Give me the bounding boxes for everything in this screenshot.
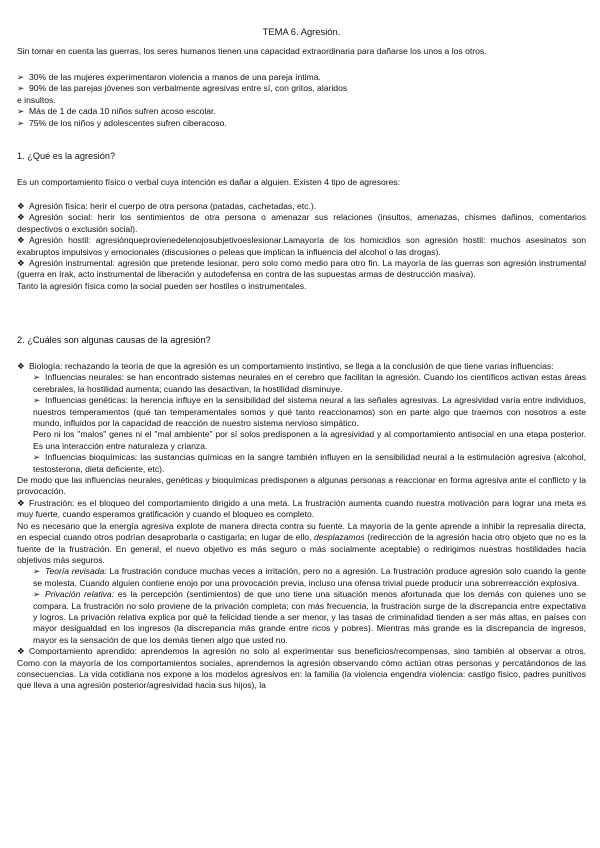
section-2-heading: 2. ¿Cuáles son algunas causas de la agresión? — [17, 335, 211, 345]
section-1 — [17, 151, 586, 162]
intro-paragraph: Sin tomar en cuenta las guerras, los seres humanos tienen una capacidad extraordinaria para dañarse los unos a los otros. — [17, 46, 487, 56]
definition-paragraph: Es un comportamiento físico o verbal cuya intención es dañar a alguien. Existen 4 tipo de agresores: — [17, 177, 401, 187]
stat-item-continuation: e insultos. — [17, 94, 56, 105]
section-1-body — [17, 177, 586, 188]
revised-theory: ➢ Teoría revisada: La frustración conduce muchas veces a irritación, pero no a agresión. La frustración produce agresión solo cuando la gente se molesta. Cuando alguien contiene enojo por una provocación previa, incluso una ofensa trivial puede producir una sobrerreacción explosiva. — [33, 566, 586, 588]
type-instrumental: ❖ Agresión instrumental: agresión que pretende lesionar, pero solo como medio para otro fin. La mayoría de las guerras son agresión instrumental (guerra en Irak, acto instrumental de liberación y autodefensa en contra de las supuestas armas de destrucción masiva). — [17, 258, 586, 280]
relative-deprivation: ➢ Privación relativa: es la percepción (sentimientos) de que uno tiene una situación menos afortunada que los demás con quienes uno se compara. La frustración no solo proviene de la privación completa; con más frecuencia, la frustración surge de la discrepancia entre expectativa y logros. La privación relativa explica por qué la felicidad tiende a ser menor, y las tasas de criminalidad tienden a ser más altas, en países con mayor desigualdad en los ingresos (la discrepancia más grande entre ricos y pobres). Mientras más grande es la discrepancia de ingresos, mayor es la sensación de que los demás tienen algo que usted no. — [33, 589, 586, 645]
diamond-bullet-icon: ❖ — [17, 212, 25, 223]
displacement-term: desplazamos — [314, 532, 365, 543]
genetic-influences-continued: Pero ni los "malos" genes ni el "mal ambiente" por sí solos predisponen a la agresividad y al comportamiento antisocial en una etapa posterior. Es una interacción entre naturaleza y crianza. — [33, 429, 586, 451]
displacement-paragraph: No es necesario que la energía agresiva explote de manera directa contra su fuente. La mayoría de la gente aprende a inhibir la represalia directa, en especial cuando otros podrían desaprobarla o castigarla; en lugar de ello, desplazamos (redirección de la agresión hacia otro objeto que no es la fuente de la frustración. En general, el nuevo objetivo es más seguro o más socialmente aceptable) o redirigimos nuestras hostilidades hacia objetivos más seguros. — [17, 520, 586, 565]
stat-item: ➢ 75% de los niños y adolescentes sufren ciberacoso. — [17, 117, 227, 128]
arrow-bullet-icon: ➢ — [17, 117, 25, 128]
section-2 — [17, 335, 586, 346]
biology-summary: De modo que las influencias neurales, genéticas y bioquímicas predisponen a algunas personas a reaccionar en forma agresiva ante el conflicto y la provocación. — [17, 475, 586, 497]
biochemical-influences: ➢ Influencias bioquímicas: las sustancias químicas en la sangre también influyen en la sensibilidad neural a la estimulación agresiva (alcohol, testosterona, dieta deficiente, etc). — [33, 452, 586, 474]
section-1-closing: Tanto la agresión física como la social pueden ser hostiles o instrumentales. — [17, 280, 307, 291]
stat-item: ➢ 90% de las parejas jóvenes son verbalmente agresivas entre sí, con gritos, alaridos — [17, 83, 348, 94]
stats-list — [17, 72, 586, 129]
arrow-bullet-icon: ➢ — [33, 395, 41, 406]
diamond-bullet-icon: ❖ — [17, 361, 25, 371]
section-2-body — [17, 361, 586, 692]
stat-item: ➢ Más de 1 de cada 10 niños sufren acoso escolar. — [17, 106, 216, 117]
revised-theory-term: Teoría revisada: — [45, 566, 107, 577]
arrow-bullet-icon: ➢ — [17, 83, 25, 94]
arrow-bullet-icon: ➢ — [33, 372, 41, 383]
diamond-bullet-icon: ❖ — [17, 497, 25, 508]
frustration-paragraph: ❖ Frustración: es el bloqueo del comportamiento dirigido a una meta. La frustración aumenta cuando nuestra motivación para lograr una meta es muy fuerte, cuando esperamos gratificación y cuando el bloqueo es completo. — [17, 497, 586, 520]
intro-block — [17, 46, 586, 57]
type-hostile: ❖ Agresión hostil: agresiónqueprovienedelenojosubjetivoeslesionar.Lamayoría de los homicidios son agresión hostil: muchos asesinatos son exabruptos impulsivos y emocionales (discusiones o peleas que implican la influencia del alcohol o las drogas). — [17, 235, 586, 257]
document-title: TEMA 6. Agresión. — [262, 26, 341, 37]
aggression-types-list — [17, 201, 586, 292]
diamond-bullet-icon: ❖ — [17, 201, 25, 211]
arrow-bullet-icon: ➢ — [33, 566, 41, 577]
diamond-bullet-icon: ❖ — [17, 258, 25, 269]
type-physical: ❖ Agresión física: herir el cuerpo de otra persona (patadas, cachetadas, etc.). — [17, 201, 317, 211]
biology-paragraph: ❖ Biología: rechazando la teoría de que la agresión es un comportamiento instintivo, se llega a la conclusión de que tiene varias influencias: — [17, 361, 554, 371]
arrow-bullet-icon: ➢ — [33, 589, 41, 600]
stat-item: ➢ 30% de las mujeres experimentaron violencia a manos de una pareja íntima. — [17, 72, 321, 82]
learned-behavior-paragraph: ❖ Comportamiento aprendido: aprendemos la agresión no solo al experimentar sus beneficios/recompensas, sino también al observar a otros. Como con la mayoría de los comportamientos sociales, aprendemos la agresión observando cómo actúan otras personas y percatándonos de las consecuencias. La vida cotidiana nos expone a los modelos agresivos en: la familia (la violencia engendra violencia: castigo físico, padres punitivos que lleva a una agresión posterior/agresividad hacia sus hijos), la — [17, 646, 586, 691]
arrow-bullet-icon: ➢ — [17, 72, 25, 82]
arrow-bullet-icon: ➢ — [33, 452, 41, 463]
section-1-heading: 1. ¿Qué es la agresión? — [17, 151, 116, 161]
genetic-influences: ➢ Influencias genéticas: la herencia influye en la sensibilidad del sistema neural a las señales agresivas. La agresividad varía entre individuos, nuestros temperamentos (qué tan temperamentales somos y qué tanto reaccionamos) son en parte algo que traemos con nosotros a este mundo, influidos por la capacidad de reacción de nuestro sistema nervioso simpático. — [33, 395, 586, 429]
type-social: ❖ Agresión social: herir los sentimientos de otra persona o amenazar sus relaciones (insultos, amenazas, chismes dañinos, comentarios despectivos o exclusión social). — [17, 212, 586, 234]
diamond-bullet-icon: ❖ — [17, 646, 25, 657]
relative-deprivation-term: Privación relativa: — [45, 589, 115, 600]
arrow-bullet-icon: ➢ — [17, 106, 25, 117]
diamond-bullet-icon: ❖ — [17, 235, 25, 246]
neural-influences: ➢ Influencias neurales: se han encontrado sistemas neurales en el cerebro que facilitan la agresión. Cuando los científicos activan estas áreas cerebrales, la hostilidad aumenta; cuando las desactivan, la hostilidad disminuye. — [33, 372, 586, 394]
